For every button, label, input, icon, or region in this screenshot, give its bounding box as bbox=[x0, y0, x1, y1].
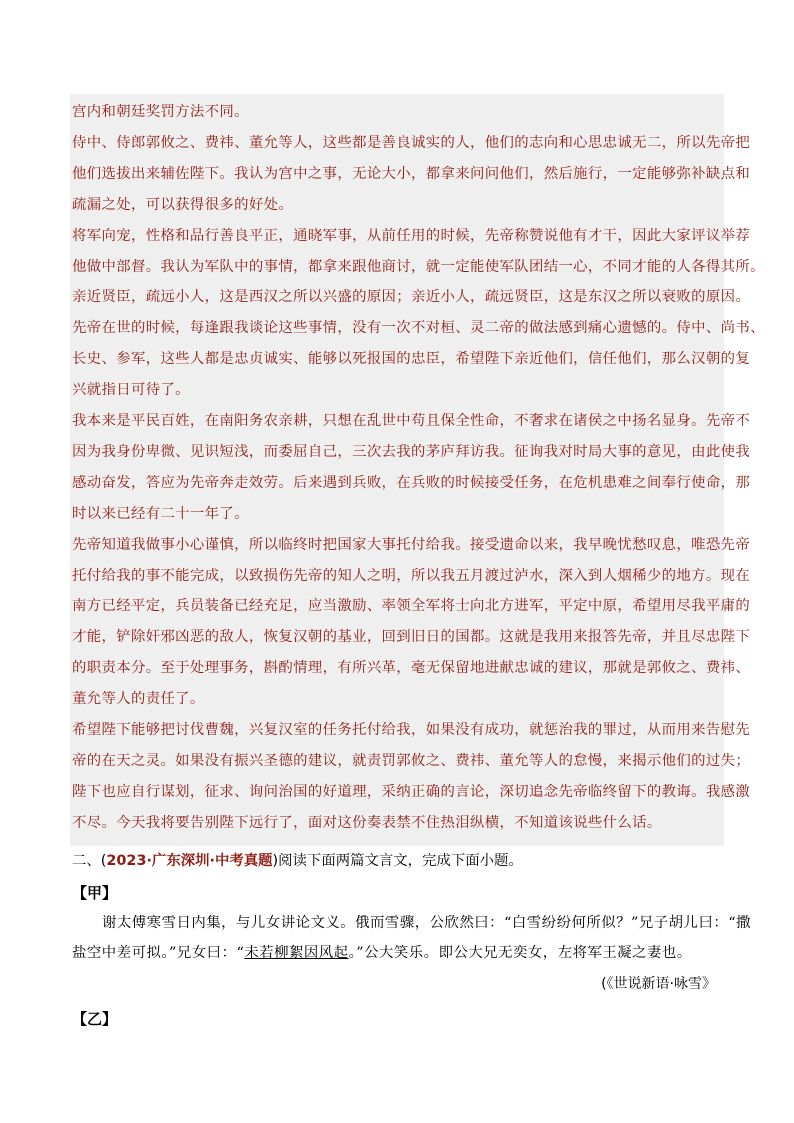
translation-line: 董允等人的责任了。 bbox=[72, 691, 205, 708]
translation-line: 长史、参军，这些人都是忠贞诚实、能够以死报国的忠臣，希望陛下亲近他们，信任他们，那么汉朝的复 bbox=[72, 351, 751, 368]
translation-line: 先帝知道我做事小心谨慎，所以临终时把国家大事托付给我。接受遗命以来，我早晚忧愁叹息，唯恐先帝 bbox=[72, 536, 751, 553]
translation-line: 感动奋发，答应为先帝奔走效劳。后来遇到兵败，在兵败的时候接受任务，在危机患难之间奉行使命，那 bbox=[72, 474, 751, 491]
translation-line: 侍中、侍郎郭攸之、费祎、董允等人，这些都是善良诚实的人，他们的志向和心思忠诚无二，所以先帝把 bbox=[72, 134, 751, 151]
section-a-mark: 【甲】 bbox=[72, 884, 118, 902]
question-source: 2023·广东深圳·中考真题 bbox=[106, 853, 273, 869]
section-a-line-2-end: 。”公大笑乐。即公大兄无奕女，左将军王凝之妻也。 bbox=[348, 945, 692, 961]
question-prefix: 二、( bbox=[72, 853, 107, 869]
section-a-line-1: 谢太傅寒雪日内集，与儿女讲论文义。俄而雪骤，公欣然曰：“白雪纷纷何所似？”兄子胡儿曰：“撒 bbox=[102, 915, 751, 931]
translation-line: 先帝在世的时候，每逢跟我谈论这些事情，没有一次不对桓、灵二帝的做法感到痛心遗憾的。侍中、尚书、 bbox=[72, 320, 765, 337]
translation-line: 南方已经平定，兵员装备已经充足，应当激励、率领全军将士向北方进军，平定中原，希望用尽我平庸的 bbox=[72, 598, 751, 615]
translation-line: 将军向宠，性格和品行善良平正，通晓军事，从前任用的时候，先帝称赞说他有才干，因此大家评议举荐 bbox=[72, 227, 751, 244]
translation-line: 兴就指日可待了。 bbox=[72, 382, 190, 399]
translation-line: 他们选拔出来辅佐陛下。我认为宫中之事，无论大小，都拿来问问他们，然后施行，一定能够弥补缺点和 bbox=[72, 165, 751, 182]
translation-line: 我本来是平民百姓，在南阳务农亲耕，只想在乱世中苟且保全性命，不奢求在诸侯之中扬名显身。先帝不 bbox=[72, 413, 751, 429]
section-a-line-2-start: 盐空中差可拟。”兄女曰：“ bbox=[72, 945, 245, 961]
question-instruction: )阅读下面两篇文言文，完成下面小题。 bbox=[272, 853, 523, 869]
translation-line: 时以来已经有二十一年了。 bbox=[72, 505, 249, 522]
translation-line: 帝的在天之灵。如果没有振兴圣德的建议，就责罚郭攸之、费祎、董允等人的怠慢，来揭示他们的过失； bbox=[72, 752, 751, 769]
section-b-mark: 【乙】 bbox=[72, 1010, 118, 1028]
underlined-phrase: 未若柳絮因风起 bbox=[244, 945, 349, 961]
translation-line: 因为我身份卑微、见识短浅，而委屈自己，三次去我的茅庐拜访我。征询我对时局大事的意见，由此使我 bbox=[72, 443, 751, 460]
translation-line: 托付给我的事不能完成，以致损伤先帝的知人之明，所以我五月渡过泸水，深入到人烟稀少的地方。现在 bbox=[72, 567, 751, 584]
translation-line: 陛下也应自行谋划，征求、询问治国的好道理，采纳正确的言论，深切追念先帝临终留下的教诲。我感激 bbox=[72, 783, 751, 800]
question-heading bbox=[72, 846, 523, 876]
section-a-source: (《世说新语·咏雪》 bbox=[601, 976, 716, 992]
translation-line: 疏漏之处，可以获得很多的好处。 bbox=[72, 196, 294, 213]
translation-line: 他做中部督。我认为军队中的事情，都拿来跟他商讨，就一定能使军队团结一心，不同才能的人各得其所。 bbox=[72, 258, 765, 275]
translation-line: 的职责本分。至于处理事务，斟酌情理，有所兴革，毫无保留地进献忠诚的建议，那就是郭攸之、费祎、 bbox=[72, 660, 751, 677]
translation-line: 亲近贤臣，疏远小人，这是西汉之所以兴盛的原因；亲近小人，疏远贤臣，这是东汉之所以衰败的原因。 bbox=[72, 289, 751, 306]
translation-line: 才能，铲除奸邪凶恶的敌人，恢复汉朝的基业，回到旧日的国都。这就是我用来报答先帝，并且尽忠陛下 bbox=[72, 629, 751, 646]
translation-line: 希望陛下能够把讨伐曹魏，兴复汉室的任务托付给我，如果没有成功，就惩治我的罪过，从而用来告慰先 bbox=[72, 722, 751, 738]
translation-line: 宫内和朝廷奖罚方法不同。 bbox=[72, 104, 249, 120]
section-a-line-2 bbox=[72, 938, 692, 968]
translation-line: 不尽。今天我将要告别陛下远行了，面对这份奏表禁不住热泪纵横，不知道该说些什么话。 bbox=[72, 814, 662, 831]
